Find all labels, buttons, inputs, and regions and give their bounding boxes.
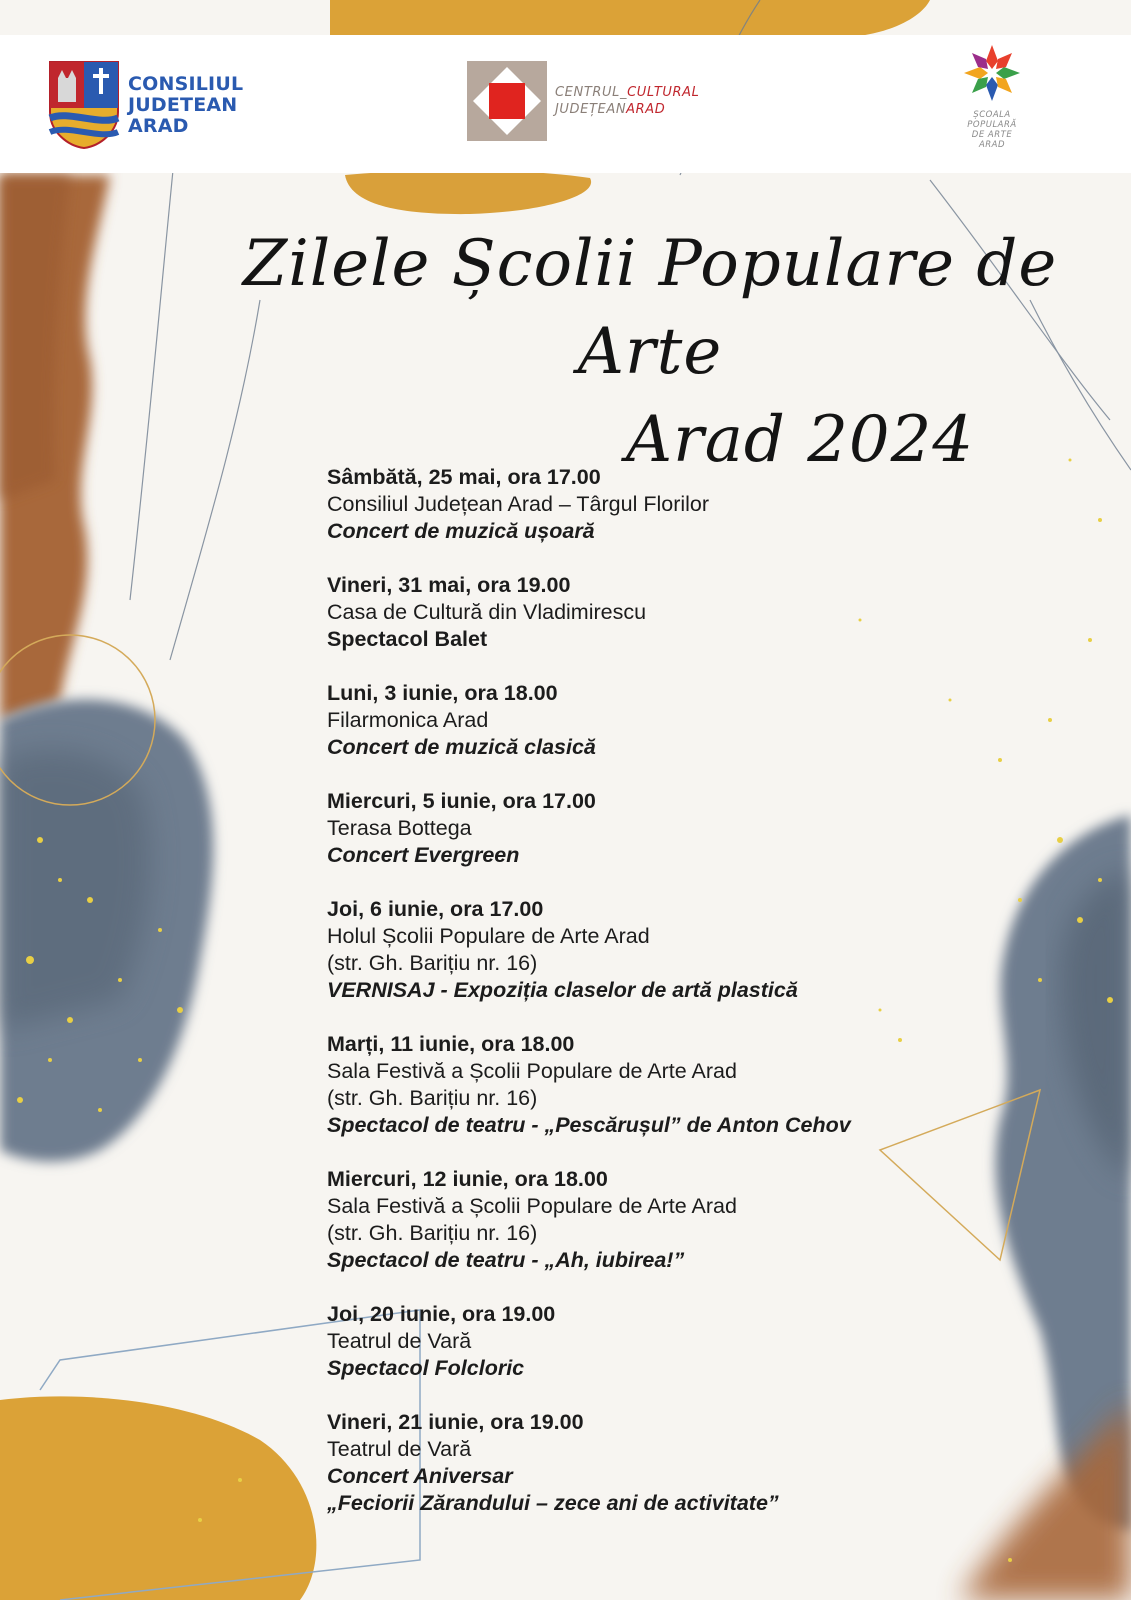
event-schedule [327, 464, 1007, 1517]
event-item [327, 1409, 1007, 1517]
spa-logo-line: POPULARĂ [967, 120, 1017, 130]
event-title: Concert de muzică clasică [327, 735, 596, 759]
consiliul-judetean-logo [48, 60, 243, 150]
spa-logo-line: DE ARTE [971, 130, 1013, 140]
ccj-word: CENTRUL [555, 85, 620, 100]
event-date: Miercuri, 12 iunie, ora 18.00 [327, 1167, 608, 1191]
ccj-word: ARAD [626, 102, 666, 117]
event-venue: Consiliul Județean Arad – Târgul Florilor [327, 492, 710, 516]
event-item [327, 1031, 1007, 1139]
event-title: „Feciorii Zărandului – zece ani de activitate” [327, 1491, 779, 1515]
title-line: Arad 2024 [625, 403, 975, 477]
event-date: Luni, 3 iunie, ora 18.00 [327, 681, 558, 705]
event-venue: Teatrul de Vară [327, 1437, 472, 1461]
event-date: Sâmbătă, 25 mai, ora 17.00 [327, 465, 601, 489]
event-date: Joi, 6 iunie, ora 17.00 [327, 897, 544, 921]
event-title: Spectacol Balet [327, 627, 488, 651]
ochre-blob-bottom-left [0, 1396, 316, 1600]
ochre-blob-under-header [345, 170, 591, 214]
ccj-word: JUDEȚEAN [555, 102, 627, 117]
event-item [327, 680, 1007, 761]
cj-logo-line: JUDETEAN [128, 93, 238, 116]
event-title: Spectacol Folcloric [327, 1356, 525, 1380]
event-date: Miercuri, 5 iunie, ora 17.00 [327, 789, 596, 813]
event-date: Vineri, 31 mai, ora 19.00 [327, 573, 571, 597]
centrul-cultural-name: CENTRUL_CULTURAL JUDEȚEANARAD [555, 85, 700, 117]
scoala-populara-name [955, 110, 1029, 150]
spa-logo-line: ARAD [978, 140, 1006, 150]
event-venue: Teatrul de Vară [327, 1329, 472, 1353]
event-item [327, 1166, 1007, 1274]
event-venue: (str. Gh. Barițiu nr. 16) [327, 1086, 538, 1110]
event-venue: Sala Festivă a Școlii Populare de Arte Arad [327, 1059, 737, 1083]
page-title [160, 220, 1100, 484]
event-venue: (str. Gh. Barițiu nr. 16) [327, 1221, 538, 1245]
title-line: Zilele Școlii Populare de Arte [242, 227, 1058, 389]
event-title: Concert Evergreen [327, 843, 520, 867]
ccj-word: CULTURAL [627, 85, 700, 100]
coat-of-arms-icon [48, 60, 120, 150]
event-venue: Filarmonica Arad [327, 708, 489, 732]
star-flower-icon [962, 43, 1022, 103]
event-venue: Holul Școlii Populare de Arte Arad [327, 924, 650, 948]
event-title: Concert Aniversar [327, 1464, 513, 1488]
event-venue: Casa de Cultură din Vladimirescu [327, 600, 647, 624]
cj-logo-line: CONSILIUL [128, 72, 244, 95]
event-date: Joi, 20 iunie, ora 19.00 [327, 1302, 556, 1326]
event-date: Vineri, 21 iunie, ora 19.00 [327, 1410, 584, 1434]
event-item [327, 572, 1007, 653]
event-venue: Terasa Bottega [327, 816, 472, 840]
centrul-cultural-emblem-icon [467, 61, 547, 141]
event-venue: Sala Festivă a Școlii Populare de Arte Arad [327, 1194, 737, 1218]
event-item [327, 896, 1007, 1004]
ochre-blob-top [330, 0, 930, 38]
event-title: VERNISAJ - Expoziția claselor de artă plastică [327, 978, 798, 1002]
event-item [327, 464, 1007, 545]
event-item [327, 1301, 1007, 1382]
event-date: Marți, 11 iunie, ora 18.00 [327, 1032, 575, 1056]
spa-logo-line: ȘCOALA [973, 110, 1011, 120]
centrul-cultural-logo [467, 61, 699, 141]
event-venue: (str. Gh. Barițiu nr. 16) [327, 951, 538, 975]
event-title: Spectacol de teatru - „Pescărușul” de Anton Cehov [327, 1113, 851, 1137]
scoala-populara-logo [955, 43, 1029, 150]
cj-logo-line: ARAD [128, 114, 189, 137]
consiliul-judetean-name [128, 74, 243, 137]
logo-header [0, 35, 1131, 173]
event-item [327, 788, 1007, 869]
event-title: Spectacol de teatru - „Ah, iubirea!” [327, 1248, 685, 1272]
event-title: Concert de muzică ușoară [327, 519, 595, 543]
